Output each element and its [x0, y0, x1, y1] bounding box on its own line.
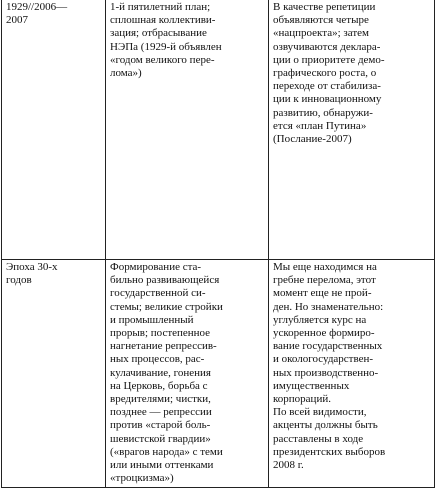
table-row: [2, 260, 435, 488]
cell-line: и окологосударствен-: [273, 353, 374, 366]
period-cell: [2, 260, 106, 488]
cell-line: объявляются четыре: [273, 14, 369, 27]
cell-line: президентских выборов: [273, 445, 386, 458]
cell-line: лома»): [110, 67, 142, 80]
cell-line: позднее — репрессии: [110, 406, 212, 419]
cell-line: углубляется курс на: [273, 313, 367, 326]
cell-line: годов: [6, 274, 32, 287]
cell-line: ции о приоритете демо-: [273, 53, 385, 66]
cell-line: вредителями; чистки,: [110, 393, 211, 406]
cell-line: ции к инновационному: [273, 93, 382, 106]
cell-line: имущественных: [273, 379, 350, 392]
cell-line: ускоренное формиро-: [273, 327, 375, 340]
cell-line: («врагов народа» с теми: [110, 445, 223, 458]
cell-line: «годом великого пере-: [110, 53, 215, 66]
historical-plan-cell: [106, 260, 269, 488]
cell-line: ных процессов, рас-: [110, 353, 205, 366]
period-cell: [2, 0, 106, 260]
cell-line: корпораций.: [273, 393, 331, 406]
cell-line: против «старой боль-: [110, 419, 211, 432]
cell-line: зация; отбрасывание: [110, 27, 207, 40]
historical-plan-cell: [106, 0, 269, 260]
cell-line: нагнетание репрессив-: [110, 340, 217, 353]
current-events-cell: [269, 260, 435, 488]
cell-line: В качестве репетиции: [273, 1, 376, 13]
cell-line: «нацпроекта»; затем: [273, 27, 369, 40]
cell-line: (Послание-2007): [273, 133, 352, 146]
cell-line: прорыв; постепенное: [110, 327, 211, 340]
cell-line: сплошная коллективи-: [110, 14, 216, 27]
cell-line: Эпоха 30-х: [6, 261, 58, 273]
cell-line: или иными оттенками: [110, 459, 214, 472]
cell-line: НЭПа (1929-й объявлен: [110, 40, 222, 53]
cell-line: шевистской гвардии»: [110, 432, 211, 445]
history-comparison-table: [1, 0, 435, 488]
cell-line: «троцкизма»): [110, 472, 174, 485]
cell-line: вание государственных: [273, 340, 383, 353]
cell-line: 2007: [6, 14, 28, 27]
cell-line: момент еще не прой-: [273, 287, 372, 300]
cell-line: ных производственно-: [273, 366, 379, 379]
table-row: [2, 0, 435, 260]
cell-line: на Церковь, борьба с: [110, 379, 208, 392]
current-events-cell: [269, 0, 435, 260]
cell-line: акценты должны быть: [273, 419, 378, 432]
cell-line: переходе от стабилиза-: [273, 80, 381, 93]
cell-line: государственной си-: [110, 287, 206, 300]
cell-line: графического роста, о: [273, 67, 377, 80]
cell-line: гребне перелома, этот: [273, 274, 376, 287]
cell-line: По всей видимости,: [273, 406, 367, 419]
cell-line: 2008 г.: [273, 459, 304, 472]
cell-line: расставлены в ходе: [273, 432, 364, 445]
cell-line: Формирование ста-: [110, 261, 202, 273]
cell-line: Мы еще находимся на: [273, 261, 377, 273]
cell-line: кулачивание, гонения: [110, 366, 211, 379]
cell-line: озвучиваются деклара-: [273, 40, 381, 53]
cell-line: ется «план Путина»: [273, 119, 367, 132]
cell-line: бильно развивающейся: [110, 274, 220, 287]
cell-line: 1-й пятилетний план;: [110, 1, 211, 13]
cell-line: стемы; великие стройки: [110, 300, 223, 313]
cell-line: ден. Но знаменательно:: [273, 300, 384, 313]
cell-line: 1929//2006—: [6, 1, 68, 13]
cell-line: и промышленный: [110, 313, 194, 326]
cell-line: развитию, обнаружи-: [273, 106, 373, 119]
